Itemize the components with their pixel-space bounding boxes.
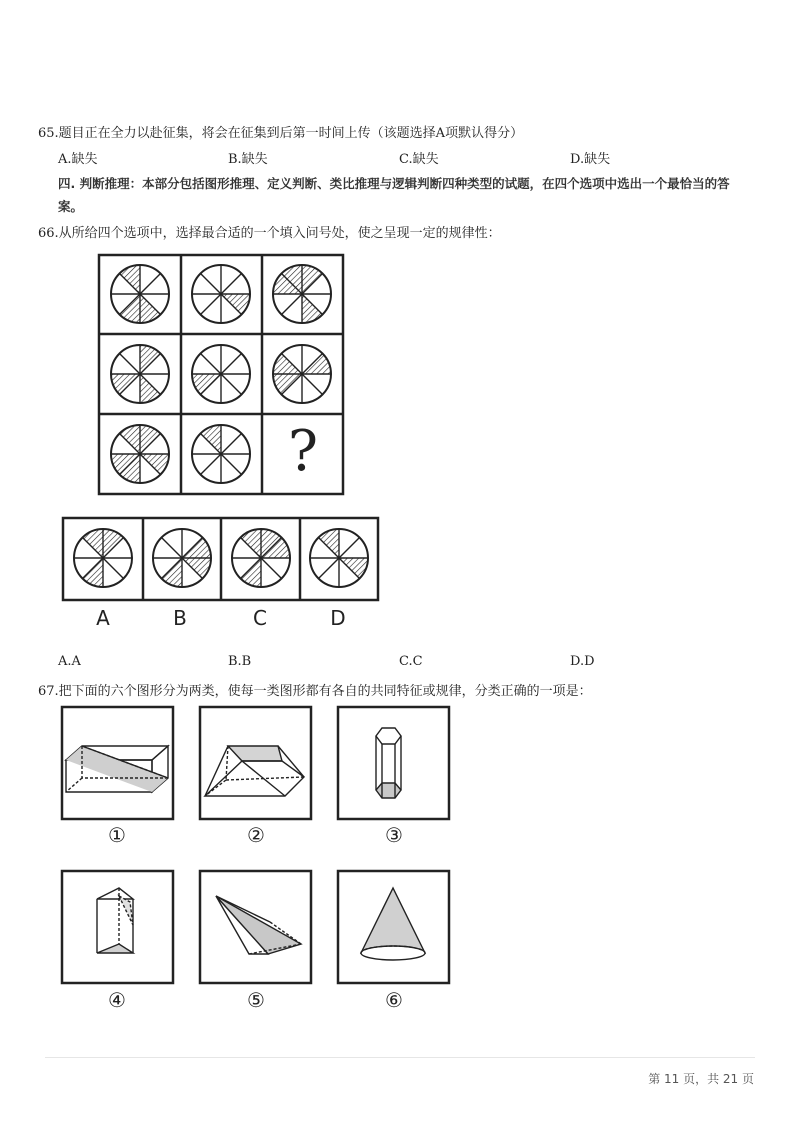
section-heading: 四. 判断推理：本部分包括图形推理、定义判断、类比推理与逻辑判断四种类型的试题，在四个选项中选出一个最恰当的答案。 [58, 176, 730, 214]
wheel-r1c2 [192, 265, 250, 323]
q66-option-a[interactable]: A.A [58, 654, 81, 669]
option-wheel-a [74, 529, 132, 587]
solid-5-pyramid [216, 896, 301, 954]
question-mark: ? [287, 419, 319, 484]
q65-option-d[interactable]: D.缺失 [570, 152, 611, 167]
footer-divider [45, 1057, 755, 1058]
solid-1-prism [66, 746, 168, 792]
wheel-r1c3 [273, 265, 331, 323]
figure-number-6: ⑥ [385, 988, 403, 1012]
frame-6 [338, 871, 449, 983]
figure-label-b: B [173, 606, 187, 630]
page-number: 第 11 页，共 21 页 [648, 1072, 754, 1086]
frame-5 [200, 871, 311, 983]
q66-stem: 66.从所给四个选项中，选择最合适的一个填入问号处，使之呈现一定的规律性： [38, 226, 501, 241]
q65-option-a[interactable]: A.缺失 [58, 152, 98, 167]
frame-2 [200, 707, 311, 819]
option-wheel-d [310, 529, 368, 587]
figure-number-3: ③ [385, 823, 403, 847]
option-wheel-c [232, 529, 290, 587]
q66-option-b[interactable]: B.B [228, 654, 252, 669]
solid-3-hex-prism [376, 728, 401, 798]
figure-label-d: D [330, 606, 346, 630]
solid-2-frustum [205, 746, 304, 796]
wheel-r1c1 [111, 265, 169, 323]
wheel-r3c2 [192, 425, 250, 483]
q66-option-d[interactable]: D.D [570, 654, 595, 669]
figure-number-1: ① [108, 823, 126, 847]
wheel-r2c1 [111, 345, 169, 403]
wheel-r2c2 [192, 345, 250, 403]
frame-4 [62, 871, 173, 983]
q65-option-b[interactable]: B.缺失 [228, 152, 268, 167]
wheel-r3c1 [111, 425, 169, 483]
q65-stem: 65.题目正在全力以赴征集，将会在征集到后第一时间上传（该题选择A项默认得分） [38, 126, 524, 141]
q65-option-c[interactable]: C.缺失 [399, 152, 439, 167]
figure-number-4: ④ [108, 988, 126, 1012]
q66-option-c[interactable]: C.C [399, 654, 423, 669]
q67-stem: 67.把下面的六个图形分为两类，使每一类图形都有各自的共同特征或规律，分类正确的一项是： [38, 684, 592, 699]
frame-3 [338, 707, 449, 819]
figure-label-c: C [253, 606, 267, 630]
solid-6-cone [361, 888, 425, 960]
wheel-r2c3 [273, 345, 331, 403]
option-wheel-b [153, 529, 211, 587]
figure-number-2: ② [247, 823, 265, 847]
solid-4-tri-prism [97, 888, 133, 953]
figure-number-5: ⑤ [247, 988, 265, 1012]
figure-label-a: A [96, 606, 110, 630]
frame-1 [62, 707, 173, 819]
